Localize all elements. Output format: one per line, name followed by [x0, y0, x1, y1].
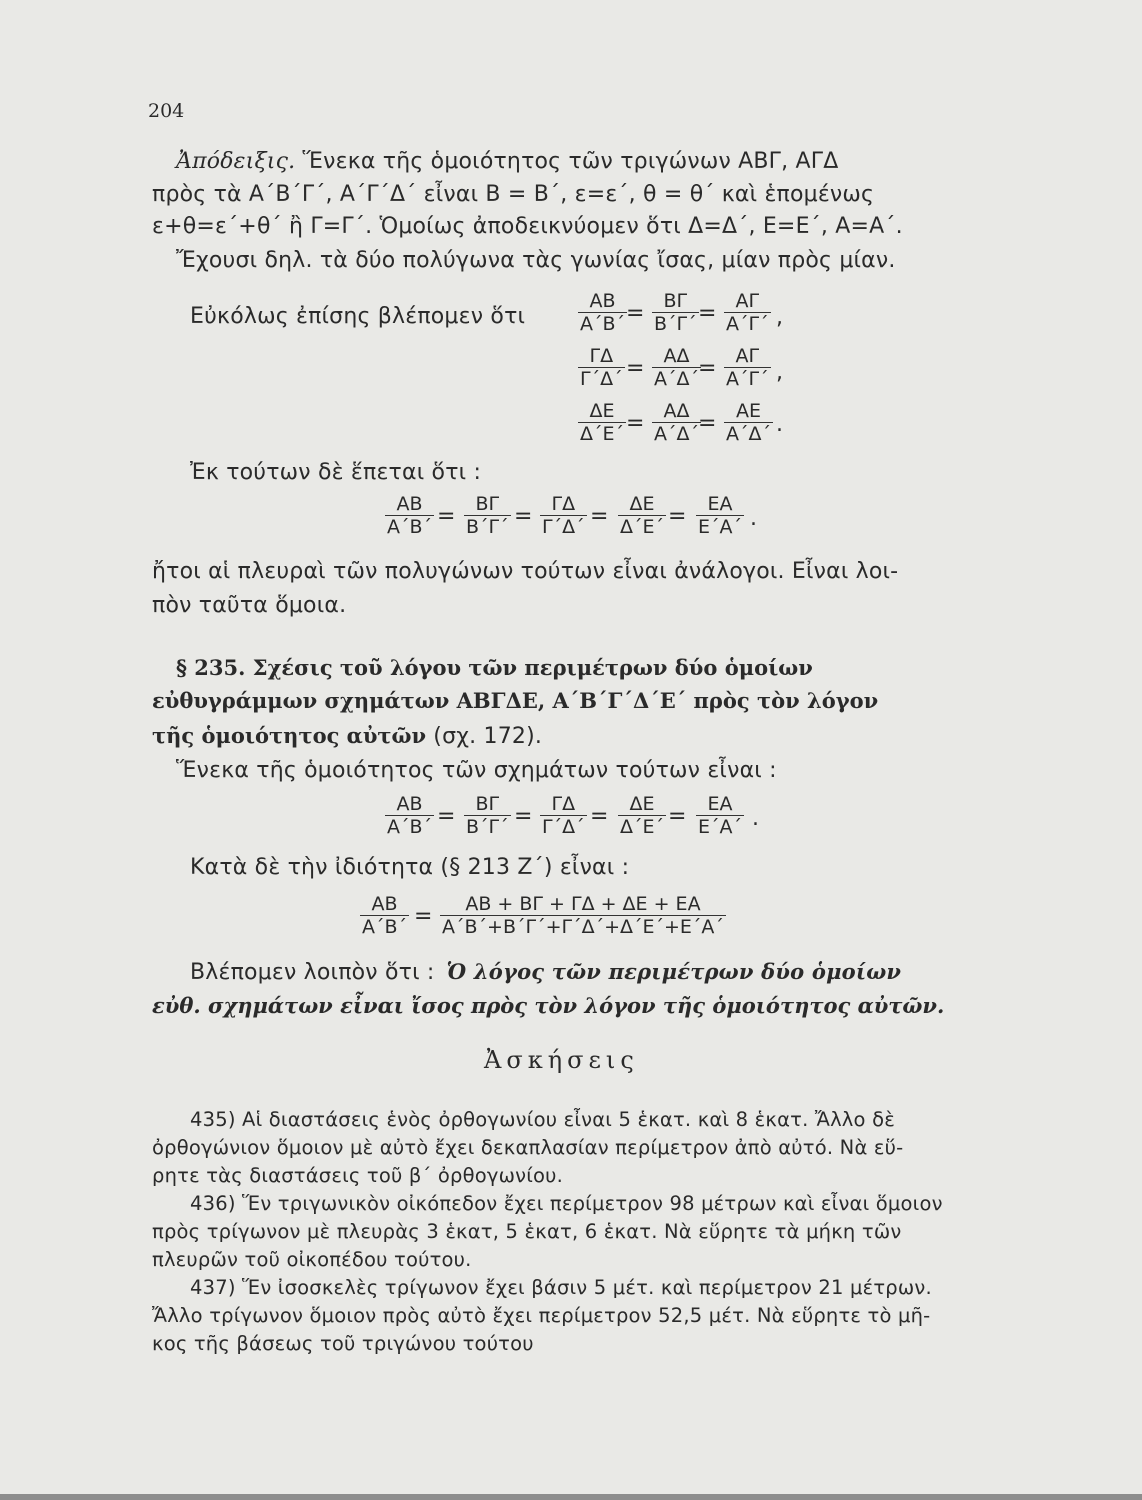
- equals-sign: =: [626, 301, 645, 326]
- exercise-435-line-1: 435) Αἱ διαστάσεις ἑνὸς ὀρθογωνίου εἶναι 5 ἑκατ. καὶ 8 ἑκατ. Ἄλλο δὲ: [190, 1108, 895, 1131]
- fraction: $\frac{AB}{A΄B΄}$: [387, 493, 433, 538]
- equals-sign: =: [437, 504, 456, 529]
- fraction: $\frac{AE}{A΄\Delta΄}$: [726, 400, 771, 445]
- hence-text: Ἐκ τούτων δὲ ἕπεται ὅτι :: [190, 460, 482, 485]
- section-title-line-2: εὐθυγράμμων σχημάτων ΑΒΓΔΕ, Α΄Β΄Γ΄Δ΄Ε΄ πρὸς τὸν λόγον: [152, 688, 879, 713]
- fraction: $\frac{AB}{A΄B΄}$: [362, 893, 408, 938]
- fraction: $\frac{\Gamma\Delta}{\Gamma΄\Delta΄}$: [542, 793, 585, 838]
- proof-line-1-text: Ἕνεκα τῆς ὁμοιότητος τῶν τριγώνων ΑΒΓ, ΑΓΔ: [295, 149, 839, 174]
- proof-label: Ἀπόδειξις.: [176, 149, 296, 174]
- exercise-437-line-1: 437) Ἕν ἰσοσκελὲς τρίγωνον ἔχει βάσιν 5 μέτ. καὶ περίμετρον 21 μέτρων.: [190, 1276, 932, 1299]
- proof-line-1: [176, 147, 838, 178]
- fraction: $\frac{B\Gamma}{B΄\Gamma΄}$: [466, 493, 509, 538]
- see-line: Βλέπομεν λοιπὸν ὅτι : Ὁ λόγος τῶν περιμέτρων δύο ὁμοίων: [190, 959, 902, 985]
- exercise-437-line-3: κος τῆς βάσεως τοῦ τριγώνου τούτου: [152, 1332, 534, 1355]
- fraction: $\frac{B\Gamma}{B΄\Gamma΄}$: [466, 793, 509, 838]
- equals-sign: =: [698, 411, 717, 436]
- fraction: $\frac{AB}{A΄B΄}$: [580, 290, 626, 335]
- equals-sign: =: [698, 301, 717, 326]
- equals-sign: =: [414, 904, 433, 929]
- equals-sign: =: [626, 356, 645, 381]
- equals-sign: =: [626, 411, 645, 436]
- section-title-line-3: τῆς ὁμοιότητος αὐτῶν (σχ. 172).: [152, 723, 543, 749]
- property-text: Κατὰ δὲ τὴν ἰδιότητα (§ 213 Ζ΄) εἶναι :: [190, 855, 630, 880]
- exercise-436-line-3: πλευρῶν τοῦ οἰκοπέδου τούτου.: [152, 1248, 472, 1271]
- fraction: $\frac{AB}{A΄B΄}$: [387, 793, 433, 838]
- conclusion-line-2: πὸν ταῦτα ὅμοια.: [152, 593, 347, 618]
- proof-line-4: Ἔχουσι δηλ. τὰ δύο πολύγωνα τὰς γωνίας ἴσας, μίαν πρὸς μίαν.: [176, 248, 896, 273]
- exercise-435-line-3: ρητε τὰς διαστάσεις τοῦ β΄ ὀρθογωνίου.: [152, 1164, 564, 1187]
- equals-sign: =: [590, 504, 609, 529]
- proof-line-3: ε+θ=ε΄+θ΄ ἢ Γ=Γ΄. Ὁμοίως ἀποδεικνύομεν ὅτι Δ=Δ΄, Ε=Ε΄, Α=Α΄.: [152, 214, 903, 239]
- fraction: $\frac{A\Delta}{A΄\Delta΄}$: [654, 400, 699, 445]
- fraction: $\frac{\Delta E}{\Delta΄E΄}$: [620, 493, 665, 538]
- equals-sign: =: [668, 504, 687, 529]
- fraction: $\frac{B\Gamma}{B΄\Gamma΄}$: [654, 290, 697, 335]
- fraction: $\frac{\Delta E}{\Delta΄E΄}$: [620, 793, 665, 838]
- fraction: $\frac{\Delta E}{\Delta΄E΄}$: [580, 400, 625, 445]
- easily-text: Εὐκόλως ἐπίσης βλέπομεν ὅτι: [190, 304, 526, 329]
- fraction: $\frac{A\Delta}{A΄\Delta΄}$: [654, 345, 699, 390]
- equals-sign: =: [698, 356, 717, 381]
- theorem-line-2: εὐθ. σχημάτων εἶναι ἴσος πρὸς τὸν λόγον τῆς ὁμοιότητος αὐτῶν.: [152, 993, 945, 1018]
- page-bottom-edge: [0, 1494, 1142, 1500]
- fraction: $\frac{A\Gamma}{A΄\Gamma΄}$: [726, 290, 769, 335]
- equals-sign: =: [668, 804, 687, 829]
- fraction: $\frac{A\Gamma}{A΄\Gamma΄}$: [726, 345, 769, 390]
- fraction-sum: $\frac{AB + B\Gamma + \Gamma\Delta + \Delta E + EA}{A΄B΄+B΄\Gamma΄+\Gamma΄\Delta΄+\Delta΄E΄+E΄A΄}$: [442, 893, 724, 938]
- section-title-line-1: § 235. Σχέσις τοῦ λόγου τῶν περιμέτρων δύο ὁμοίων: [176, 655, 813, 680]
- equals-sign: =: [437, 804, 456, 829]
- exercises-heading: Ἀσκήσεις: [484, 1046, 639, 1074]
- equals-sign: =: [514, 804, 533, 829]
- exercise-435-line-2: ὀρθογώνιον ὅμοιον μὲ αὐτὸ ἔχει δεκαπλασίαν περίμετρον ἀπὸ αὐτό. Νὰ εὕ-: [152, 1136, 904, 1159]
- page-number: 204: [148, 100, 185, 122]
- fraction: $\frac{EA}{E΄A΄}$: [698, 793, 743, 838]
- proof-line-2: πρὸς τὰ Α΄Β΄Γ΄, Α΄Γ΄Δ΄ εἶναι Β = Β΄, ε=ε΄, θ = θ΄ καὶ ἑπομένως: [152, 182, 875, 207]
- equals-sign: =: [590, 804, 609, 829]
- fraction: $\frac{\Gamma\Delta}{\Gamma΄\Delta΄}$: [542, 493, 585, 538]
- conclusion-line-1: ἤτοι αἱ πλευραὶ τῶν πολυγώνων τούτων εἶναι ἀνάλογοι. Εἶναι λοι-: [152, 559, 899, 584]
- fraction: $\frac{EA}{E΄A΄}$: [698, 493, 743, 538]
- equals-sign: =: [514, 504, 533, 529]
- exercise-437-line-2: Ἄλλο τρίγωνον ὅμοιον πρὸς αὐτὸ ἔχει περίμετρον 52,5 μέτ. Νὰ εὕρητε τὸ μῆ-: [152, 1304, 931, 1327]
- exercise-436-line-2: πρὸς τρίγωνον μὲ πλευρὰς 3 ἑκατ, 5 ἑκατ, 6 ἑκατ. Νὰ εὕρητε τὰ μήκη τῶν: [152, 1220, 902, 1243]
- fraction: $\frac{\Gamma\Delta}{\Gamma΄\Delta΄}$: [580, 345, 623, 390]
- because-text: Ἕνεκα τῆς ὁμοιότητος τῶν σχημάτων τούτων εἶναι :: [176, 758, 777, 783]
- exercise-436-line-1: 436) Ἕν τριγωνικὸν οἰκόπεδον ἔχει περίμετρον 98 μέτρων καὶ εἶναι ὅμοιον: [190, 1192, 943, 1215]
- page: 204 Ἀπόδειξις. Ἕνεκα τῆς ὁμοιότητος τῶν τριγώνων ΑΒΓ, ΑΓΔ πρὸς τὰ Α΄Β΄Γ΄, Α΄Γ΄Δ΄ εἶναι Β = Β΄, ε=ε΄, θ = θ΄ καὶ ἑπομένως ε+θ=ε΄+θ΄ ἢ Γ=Γ΄. Ὁμοίως ἀποδεικνύομεν ὅτι Δ=Δ΄, Ε=Ε΄, Α=Α΄. Ἔχουσι δηλ. τὰ δύο πολύγωνα τὰς γωνίας ἴσας, μίαν πρὸς μίαν. Εὐκόλως ἐπίσης βλέπομεν ὅτι $\frac{AB}{A΄B΄}$ = $\frac{B\Gamma}{B΄\Gamma΄}$ = $\frac{A\Gamma}{A΄\Gamma΄}$ , $\frac{\Gamma\Delta}{\Gamma΄\Delta΄}$ = $\frac{A\Delta}{A΄\Delta΄}$ = $\frac{A\Gamma}{A΄\Gamma΄}$ , $\frac{\Delta E}{\Delta΄E΄}$ = $\frac{A\Delta}{A΄\Delta΄}$ = $\frac{AE}{A΄\Delta΄}$ . Ἐκ τούτων δὲ ἕπεται ὅτι : $\frac{AB}{A΄B΄}$ = $\frac{B\Gamma}{B΄\Gamma΄}$ = $\frac{\Gamma\Delta}{\Gamma΄\Delta΄}$ = $\frac{\Delta E}{\Delta΄E΄}$ = $\frac{EA}{E΄A΄}$ . ἤτοι αἱ πλευραὶ τῶν πολυγώνων τούτων εἶναι ἀνάλογοι. Εἶναι λοι- πὸν ταῦτα ὅμοια. § 235. Σχέσις τοῦ λόγου τῶν περιμέτρων δύο ὁμοίων εὐθυγράμμων σχημάτων ΑΒΓΔΕ, Α΄Β΄Γ΄Δ΄Ε΄ πρὸς τὸν λόγον τῆς ὁμοιότητος αὐτῶν (σχ. 172). Ἕνεκα τῆς ὁμοιότητος τῶν σχημάτων τούτων εἶναι : $\frac{AB}{A΄B΄}$ = $\frac{B\Gamma}{B΄\Gamma΄}$ = $\frac{\Gamma\Delta}{\Gamma΄\Delta΄}$ = $\frac{\Delta E}{\Delta΄E΄}$ = $\frac{EA}{E΄A΄}$ . Κατὰ δὲ τὴν ἰδιότητα (§ 213 Ζ΄) εἶναι : $\frac{AB}{A΄B΄}$ = $\frac{AB + B\Gamma + \Gamma\Delta + \Delta E + EA}{A΄B΄+B΄\Gamma΄+\Gamma΄\Delta΄+\Delta΄E΄+E΄A΄}$ Βλέπομεν λοιπὸν ὅτι : Ὁ λόγος τῶν περιμέτρων δύο ὁμοίων εὐθ. σχημάτων εἶναι ἴσος πρὸς τὸν λόγον τῆς ὁμοιότητος αὐτῶν. Ἀσκήσεις 435) Αἱ διαστάσεις ἑνὸς ὀρθογωνίου εἶναι 5 ἑκατ. καὶ 8 ἑκατ. Ἄλλο δὲ ὀρθογώνιον ὅμοιον μὲ αὐτὸ ἔχει δεκαπλασίαν περίμετρον ἀπὸ αὐτό. Νὰ εὕ- ρητε τὰς διαστάσεις τοῦ β΄ ὀρθογωνίου. 436) Ἕν τριγωνικὸν οἰκόπεδον ἔχει περίμετρον 98 μέτρων καὶ εἶναι ὅμοιον πρὸς τρίγωνον μὲ πλευρὰς 3 ἑκατ, 5 ἑκατ, 6 ἑκατ. Νὰ εὕρητε τὰ μήκη τῶν πλευρῶν τοῦ οἰκοπέδου τούτου. 437) Ἕν ἰσοσκελὲς τρίγωνον ἔχει βάσιν 5 μέτ. καὶ περίμετρον 21 μέτρων. Ἄλλο τρίγωνον ὅμοιον πρὸς αὐτὸ ἔχει περίμετρον 52,5 μέτ. Νὰ εὕρητε τὸ μῆ- κος τῆς βάσεως τοῦ τριγώνου τούτου: [0, 0, 1142, 1500]
